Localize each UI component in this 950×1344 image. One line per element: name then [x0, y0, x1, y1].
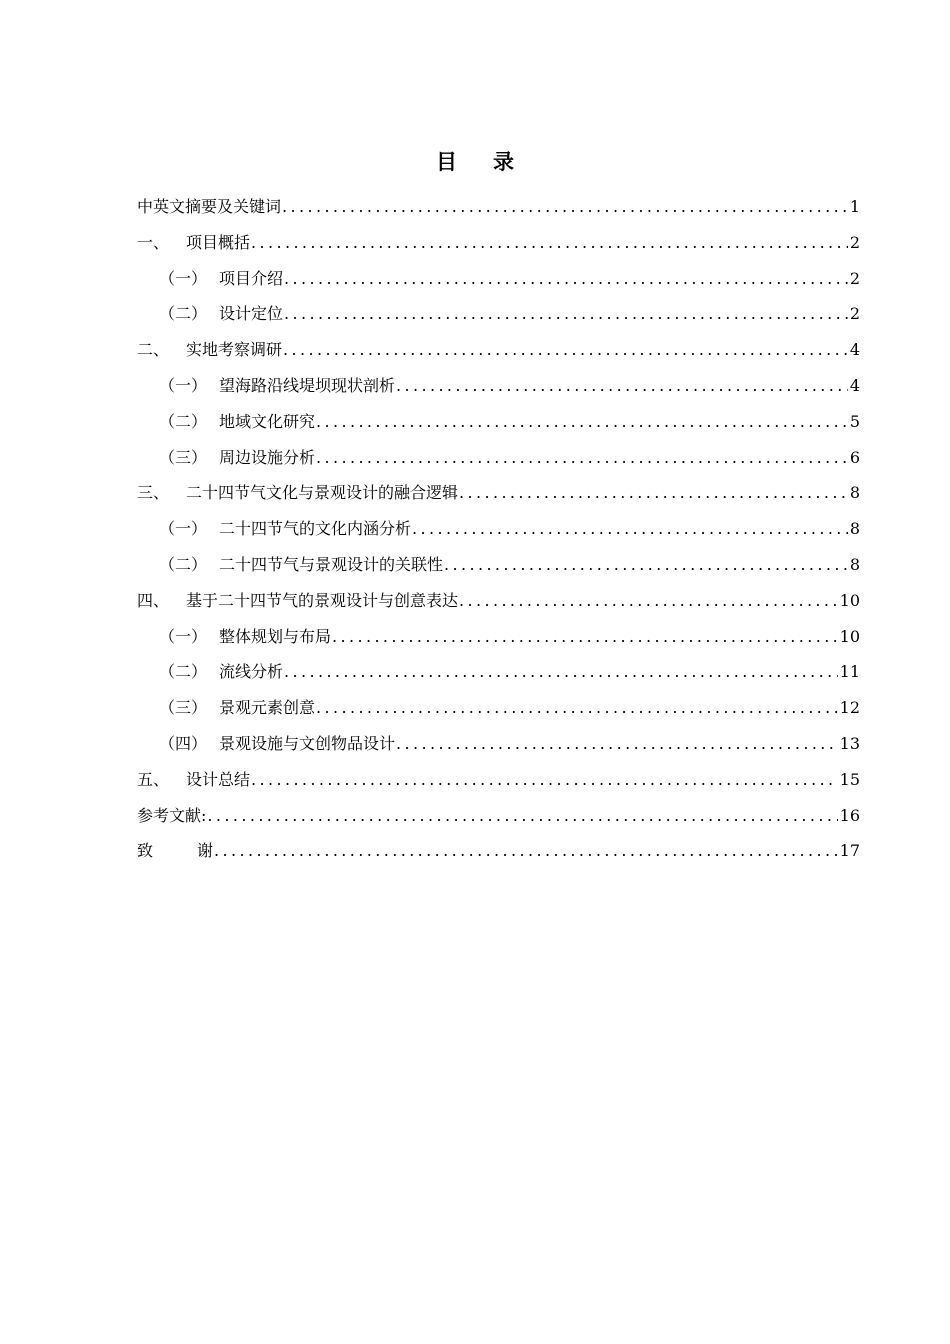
toc-entry-page-number: 8 [849, 519, 860, 539]
toc-entry-page-number: 2 [849, 268, 860, 288]
toc-entry-number: 三、 [137, 483, 170, 503]
toc-entry-page-number: 12 [839, 698, 860, 718]
toc-entry-label: 二十四节气文化与景观设计的融合逻辑 [186, 483, 459, 503]
dot-leader [283, 332, 848, 368]
toc-entry-label: 谢 [197, 841, 214, 861]
toc-entry[interactable] [137, 404, 860, 440]
toc-entry-page-number: 2 [849, 304, 860, 324]
toc-entry-number: （二） [159, 662, 208, 682]
toc-entry-page-number: 13 [839, 733, 860, 753]
dot-leader [332, 619, 838, 655]
dot-leader [284, 261, 848, 297]
toc-entry-page-number: 11 [839, 662, 860, 682]
dot-leader [396, 368, 848, 404]
toc-entry[interactable] [137, 583, 860, 619]
toc-list [137, 189, 860, 869]
toc-entry[interactable] [137, 296, 860, 332]
toc-title [0, 146, 950, 176]
toc-entry-number: （三） [159, 447, 208, 467]
toc-entry-label: 参考文献: [137, 805, 207, 825]
toc-title-char-2: 录 [493, 149, 514, 174]
toc-entry-label-part: 致 [137, 841, 154, 861]
toc-title-char-1: 目 [436, 149, 457, 174]
toc-entry-number: （二） [159, 411, 208, 431]
toc-entry-page-number: 8 [849, 483, 860, 503]
toc-entry-number: （一） [159, 268, 208, 288]
toc-entry-page-number: 6 [849, 447, 860, 467]
toc-entry-label: 流线分析 [219, 662, 284, 682]
toc-entry-label: 望海路沿线堤坝现状剖析 [219, 375, 396, 395]
toc-entry-label: 设计总结 [186, 769, 251, 789]
toc-entry[interactable] [137, 511, 860, 547]
dot-leader [316, 440, 848, 476]
toc-entry-page-number: 17 [839, 841, 860, 861]
toc-entry-page-number: 10 [839, 590, 860, 610]
toc-entry[interactable] [137, 690, 860, 726]
toc-entry-label: 景观元素创意 [219, 698, 316, 718]
toc-entry[interactable] [137, 547, 860, 583]
toc-entry[interactable] [137, 189, 860, 225]
toc-entry[interactable] [137, 440, 860, 476]
toc-entry[interactable] [137, 798, 860, 834]
dot-leader [396, 726, 838, 762]
toc-entry-label: 地域文化研究 [219, 411, 316, 431]
toc-entry-page-number: 5 [849, 411, 860, 431]
dot-leader [459, 475, 848, 511]
dot-leader [207, 798, 837, 834]
toc-entry-number: （二） [159, 554, 208, 574]
toc-entry-label: 项目概括 [186, 232, 251, 252]
toc-entry[interactable] [137, 225, 860, 261]
dot-leader [251, 225, 848, 261]
toc-entry-page-number: 10 [839, 626, 860, 646]
dot-leader [412, 511, 848, 547]
dot-leader [316, 404, 848, 440]
toc-entry-label: 项目介绍 [219, 268, 284, 288]
toc-entry[interactable] [137, 619, 860, 655]
toc-entry-label: 中英文摘要及关键词 [137, 197, 282, 216]
toc-entry[interactable] [137, 654, 860, 690]
toc-entry-number: （一） [159, 519, 208, 539]
toc-entry-page-number: 2 [849, 232, 860, 252]
dot-leader [251, 762, 838, 798]
toc-entry[interactable] [137, 261, 860, 297]
toc-entry-label: 整体规划与布局 [219, 626, 332, 646]
toc-entry-page-number: 4 [849, 375, 860, 395]
dot-leader [214, 833, 838, 869]
toc-entry[interactable] [137, 833, 860, 869]
dot-leader [316, 690, 838, 726]
dot-leader [282, 189, 848, 225]
toc-entry-number: （四） [159, 733, 208, 753]
toc-entry-label: 实地考察调研 [186, 340, 283, 360]
toc-entry-label: 周边设施分析 [219, 447, 316, 467]
dot-leader [459, 583, 838, 619]
toc-entry-label: 景观设施与文创物品设计 [219, 733, 396, 753]
toc-entry-page-number: 4 [849, 340, 860, 360]
toc-entry-label: 设计定位 [219, 304, 284, 324]
toc-entry[interactable] [137, 726, 860, 762]
toc-entry-label: 基于二十四节气的景观设计与创意表达 [186, 590, 459, 610]
dot-leader [444, 547, 848, 583]
toc-entry-page-number: 16 [839, 805, 860, 825]
dot-leader [284, 654, 838, 690]
toc-entry-page-number: 1 [849, 197, 860, 216]
toc-entry-page-number: 8 [849, 554, 860, 574]
toc-entry-label: 二十四节气的文化内涵分析 [219, 519, 412, 539]
toc-entry-page-number: 15 [839, 769, 860, 789]
toc-entry[interactable] [137, 475, 860, 511]
toc-entry[interactable] [137, 332, 860, 368]
toc-entry-number: 五、 [137, 769, 170, 789]
toc-entry-number: 二、 [137, 340, 170, 360]
toc-entry-number: （三） [159, 698, 208, 718]
toc-entry-number: 一、 [137, 232, 170, 252]
toc-entry[interactable] [137, 762, 860, 798]
toc-entry[interactable] [137, 368, 860, 404]
toc-entry-number: 四、 [137, 590, 170, 610]
toc-entry-number: （一） [159, 375, 208, 395]
toc-entry-label: 二十四节气与景观设计的关联性 [219, 554, 444, 574]
toc-entry-number: （一） [159, 626, 208, 646]
dot-leader [284, 296, 848, 332]
toc-entry-number: （二） [159, 304, 208, 324]
